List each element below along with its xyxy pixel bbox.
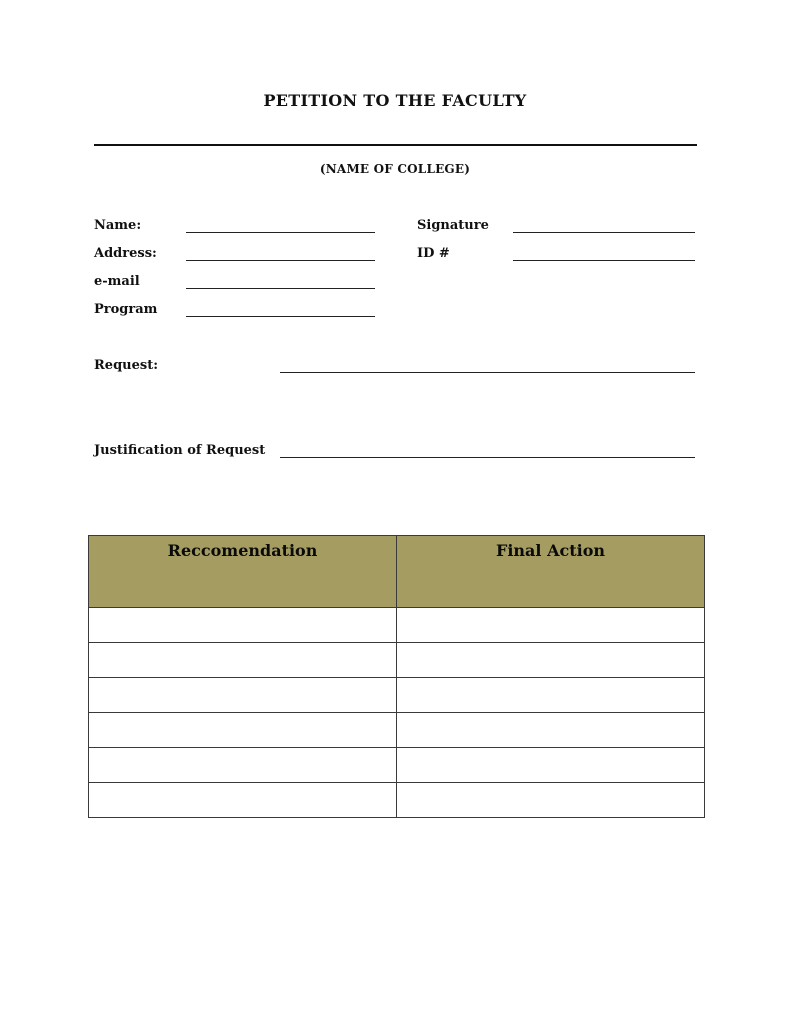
document-title: PETITION TO THE FACULTY [263, 91, 527, 110]
table-cell [397, 678, 705, 713]
table-header-cell: Reccomendation [89, 536, 397, 608]
program-fill-line [186, 316, 375, 317]
table-cell [397, 713, 705, 748]
table-cell [89, 713, 397, 748]
address-fill-line [186, 260, 375, 261]
name-fill-line [186, 232, 375, 233]
table-body [89, 608, 705, 818]
table-header-row [89, 536, 705, 608]
signature-fill-line [513, 232, 695, 233]
justification-label: Justification of Request [94, 443, 266, 458]
document-subtitle: (NAME OF COLLEGE) [319, 162, 471, 176]
email-fill-line [186, 288, 375, 289]
id-label: ID # [417, 246, 450, 261]
justification-fill-line [280, 457, 695, 458]
table-row [89, 608, 705, 643]
name-label: Name: [94, 218, 142, 233]
table-cell [397, 608, 705, 643]
signature-label: Signature [417, 218, 489, 233]
request-fill-line [280, 372, 695, 373]
table-cell [397, 748, 705, 783]
recommendation-table [88, 535, 705, 818]
table-header-cell: Final Action [397, 536, 705, 608]
program-label: Program [94, 302, 158, 317]
email-label: e-mail [94, 274, 140, 289]
table-row [89, 748, 705, 783]
address-label: Address: [94, 246, 157, 261]
table-cell [89, 643, 397, 678]
table-row [89, 713, 705, 748]
table-row [89, 678, 705, 713]
table-cell [397, 783, 705, 818]
table-cell [89, 678, 397, 713]
id-fill-line [513, 260, 695, 261]
table-row [89, 783, 705, 818]
table-cell [397, 643, 705, 678]
table-row [89, 643, 705, 678]
horizontal-rule [94, 144, 697, 146]
table-cell [89, 608, 397, 643]
request-label: Request: [94, 358, 159, 373]
table-cell [89, 748, 397, 783]
table-cell [89, 783, 397, 818]
